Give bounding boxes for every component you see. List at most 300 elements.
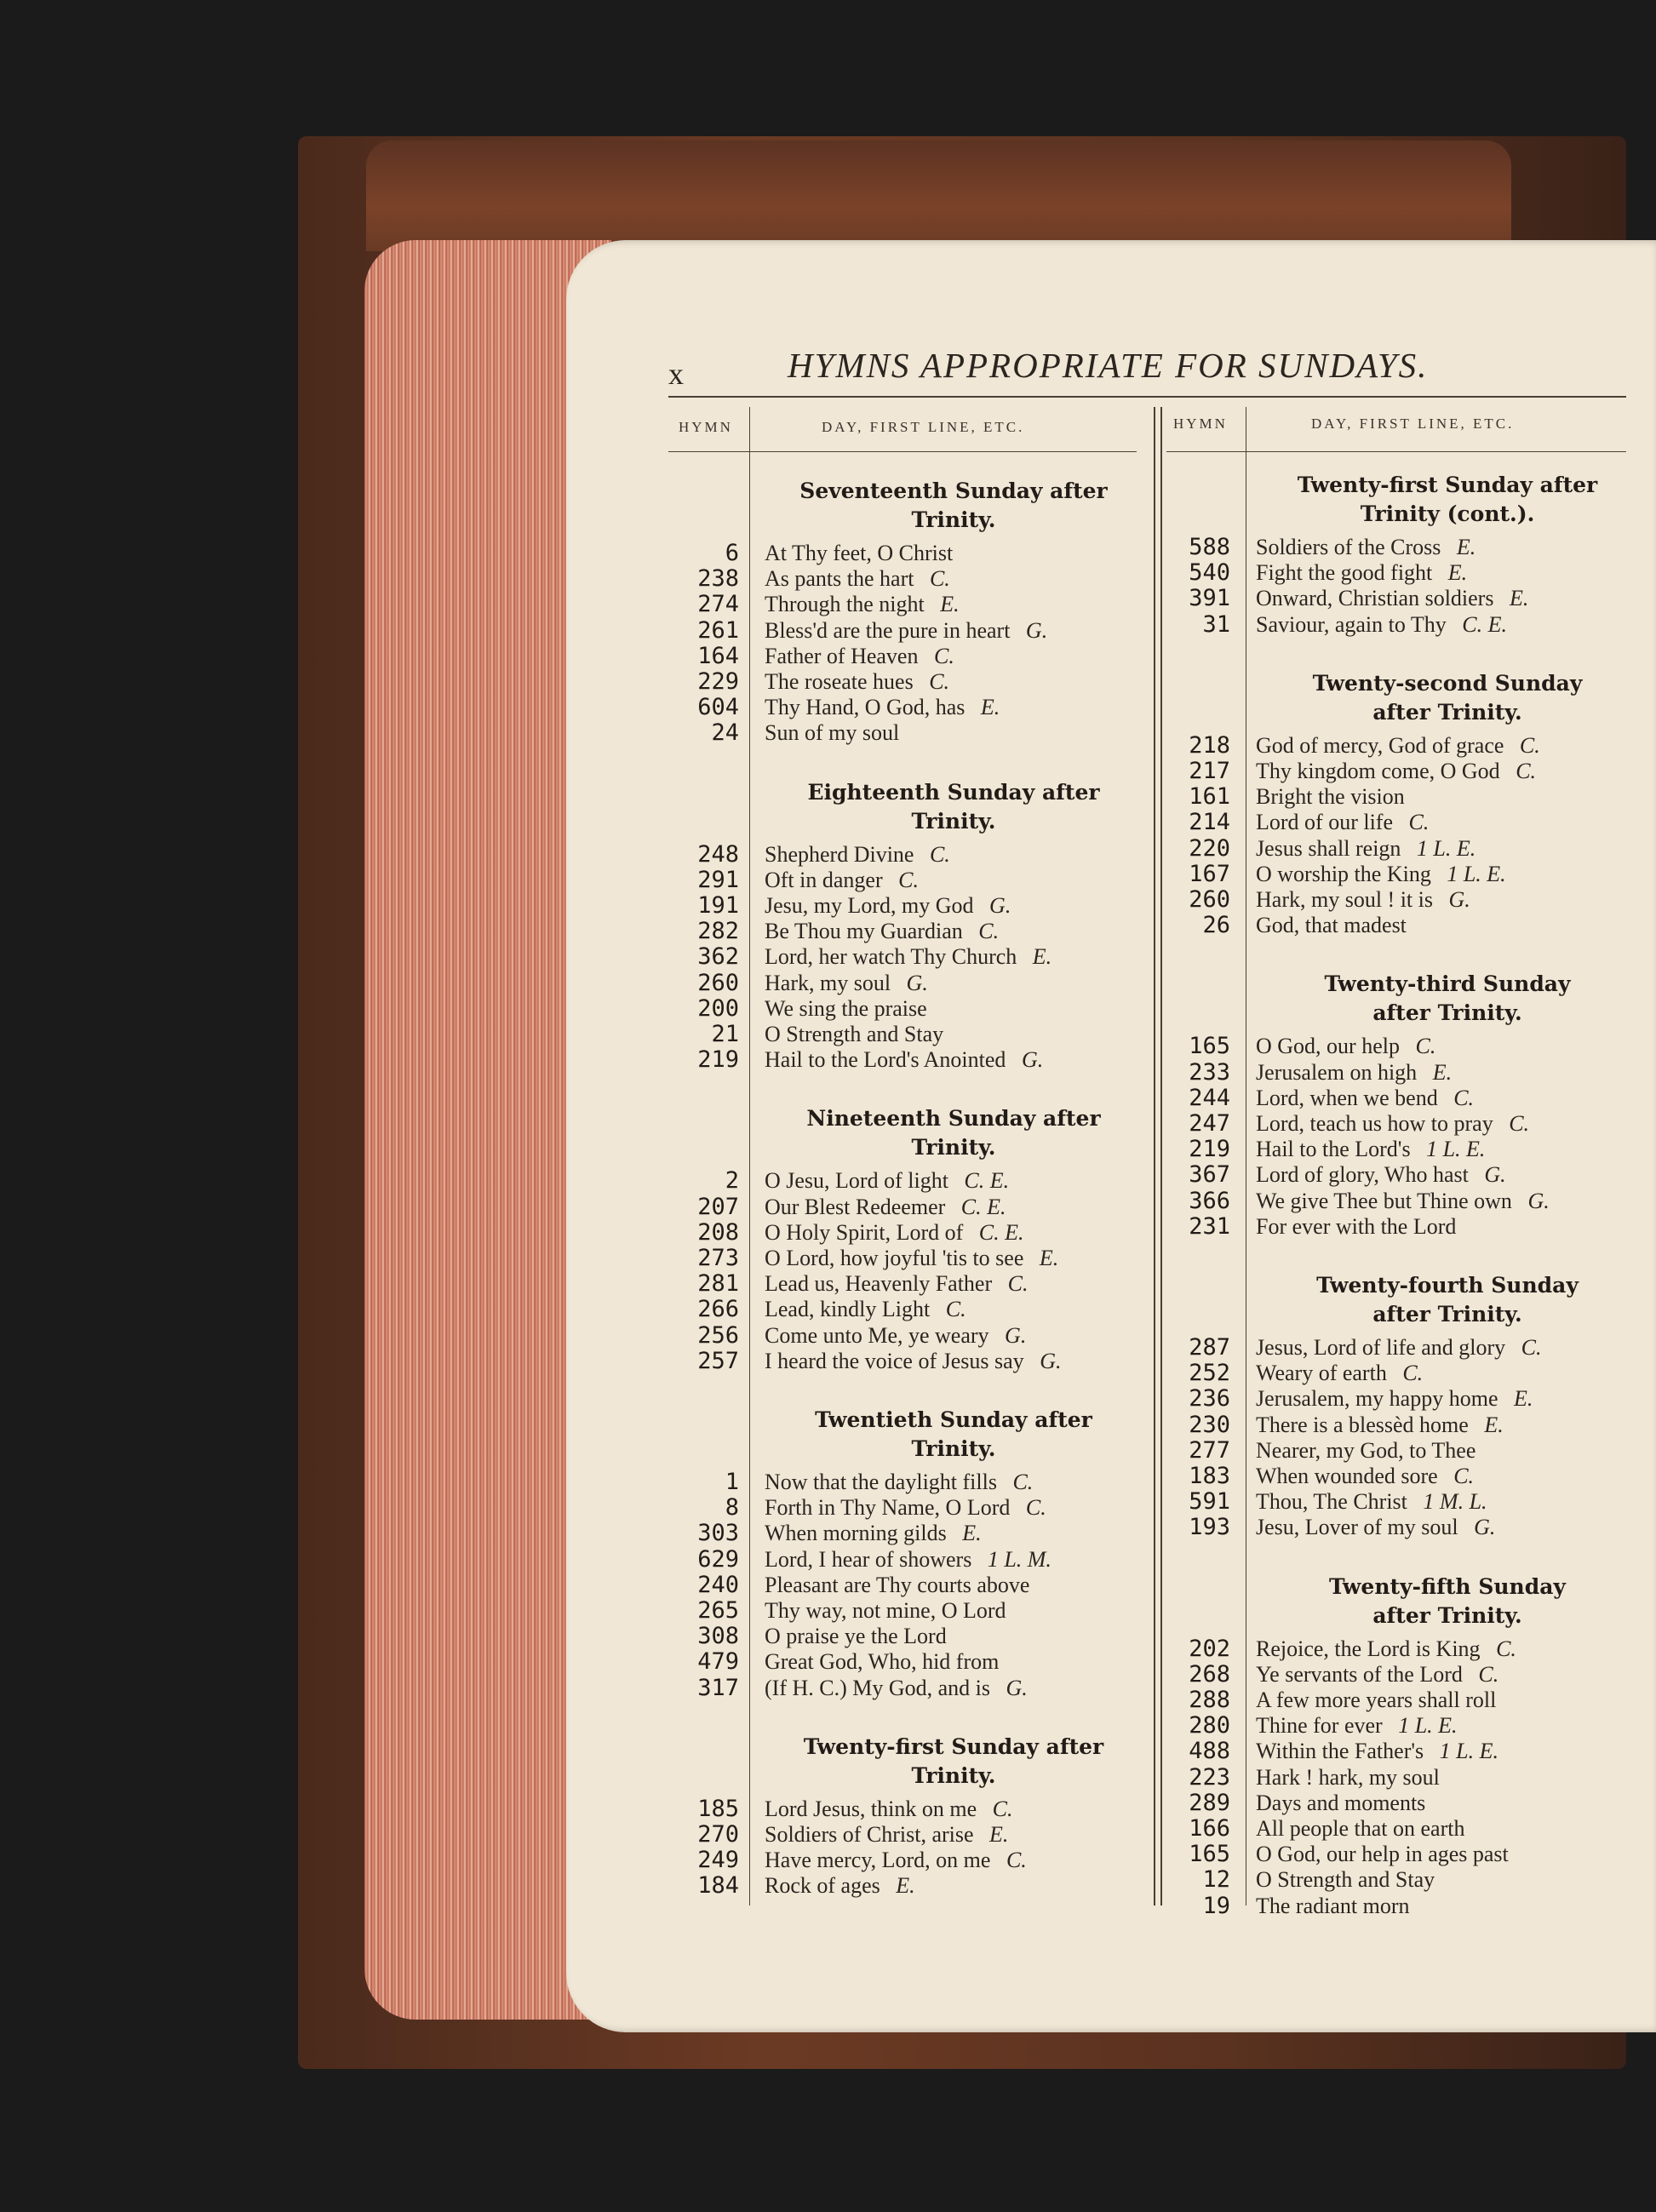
hymn-first-line — [765, 971, 928, 996]
hymn-number: 479 — [697, 1648, 739, 1676]
hymn-first-line-text: Fight the good fight — [1256, 560, 1433, 586]
hymn-number: 208 — [697, 1218, 739, 1246]
hymn-first-line — [1256, 1713, 1458, 1739]
hymn-first-line-text: (If H. C.) My God, and is — [765, 1675, 991, 1700]
hymn-first-line — [765, 1246, 1058, 1271]
season-tag: E. — [1027, 944, 1052, 970]
hymn-first-line-text: Hail to the Lord's — [1256, 1137, 1411, 1162]
hymn-first-line-text: When wounded sore — [1256, 1464, 1438, 1488]
hymn-number: 252 — [1189, 1360, 1230, 1387]
hymn-first-line-text: Through the night — [765, 592, 925, 617]
hymn-first-line-text: God, that madest — [1256, 913, 1407, 938]
hymn-first-line — [1256, 1413, 1504, 1438]
season-tag: G. — [1468, 1515, 1496, 1540]
hymn-number: 391 — [1189, 585, 1230, 612]
hymn-first-line-text: Nearer, my God, to Thee — [1256, 1437, 1476, 1463]
hymn-first-line-text: I heard the voice of Jesus say — [765, 1348, 1024, 1373]
hymn-first-line-text: Lord Jesus, think on me — [765, 1796, 977, 1821]
season-tag: C. — [928, 643, 954, 668]
hymn-first-line-text: We give Thee but Thine own — [1256, 1188, 1512, 1213]
hymn-first-line — [1256, 1214, 1456, 1240]
hymn-first-line — [765, 944, 1051, 970]
hymn-number: 219 — [1189, 1136, 1230, 1163]
hymn-first-line — [1256, 1189, 1550, 1214]
hymn-first-line-text: For ever with the Lord — [1256, 1213, 1457, 1239]
hymn-number: 233 — [1189, 1058, 1230, 1086]
hymn-first-line-text: The roseate hues — [765, 669, 914, 694]
hymn-first-line — [1256, 1086, 1474, 1111]
hymn-first-line-text: Hark, my soul — [765, 970, 891, 995]
hymn-number: 165 — [1189, 1033, 1230, 1060]
hymn-first-line — [765, 1220, 1024, 1246]
season-tag: G. — [983, 893, 1011, 918]
hymn-first-line — [765, 1598, 1006, 1624]
hymn-number: 261 — [697, 616, 739, 644]
hymn-first-line — [765, 1822, 1008, 1848]
hymn-first-line-text: Shepherd Divine — [765, 841, 914, 867]
hymn-first-line-text: Rejoice, the Lord is King — [1256, 1636, 1481, 1661]
section-heading: after Trinity. — [1372, 1602, 1522, 1628]
hymn-first-line-text: All people that on earth — [1256, 1816, 1465, 1841]
hymn-first-line-text: Onward, Christian soldiers — [1256, 586, 1494, 611]
hymn-first-line-text: Lord, teach us how to pray — [1256, 1111, 1493, 1136]
season-tag: 1 L. E. — [1392, 1713, 1458, 1739]
season-tag: E. — [975, 695, 1000, 720]
hymn-first-line — [765, 1848, 1027, 1873]
hymn-first-line — [1256, 1162, 1506, 1188]
hymn-first-line — [765, 1624, 947, 1649]
hymn-first-line — [1256, 913, 1407, 938]
header-rule — [668, 396, 1626, 398]
column-header-day-left: DAY, FIRST LINE, ETC. — [822, 419, 1025, 435]
hymn-first-line — [765, 1649, 999, 1675]
hymn-number: 289 — [1189, 1789, 1230, 1816]
season-tag: G. — [999, 1322, 1027, 1348]
season-tag: E. — [1451, 535, 1476, 559]
hymn-first-line-text: Jesus shall reign — [1256, 835, 1401, 861]
hymn-first-line — [765, 1676, 1028, 1701]
hymn-first-line — [765, 1495, 1046, 1521]
hymn-first-line-text: Lord, I hear of showers — [765, 1546, 972, 1572]
hymn-number: 266 — [697, 1296, 739, 1323]
hymn-first-line-text: Thy Hand, O God, has — [765, 695, 966, 720]
hymn-first-line — [1256, 1765, 1440, 1791]
section-heading: Twenty-fourth Sunday — [1316, 1273, 1579, 1298]
hymn-first-line — [765, 1547, 1051, 1573]
hymn-number: 21 — [711, 1021, 739, 1047]
hymn-first-line — [765, 592, 960, 617]
hymn-first-line — [1256, 535, 1476, 560]
hymn-number: 240 — [697, 1571, 739, 1598]
season-tag: 1 L. E. — [1411, 835, 1476, 861]
hymn-first-line-text: Days and moments — [1256, 1790, 1426, 1815]
hymn-first-line — [1256, 1464, 1474, 1489]
hymn-first-line-text: Forth in Thy Name, O Lord — [765, 1495, 1011, 1521]
column-header-hymn-right: HYMN — [1173, 415, 1228, 432]
hymn-first-line-text: Have mercy, Lord, on me — [765, 1848, 991, 1873]
hymn-number: 230 — [1189, 1411, 1230, 1438]
hymn-number: 193 — [1189, 1514, 1230, 1541]
season-tag: E. — [1427, 1059, 1453, 1085]
hymn-number: 268 — [1189, 1660, 1230, 1688]
column-header-hymn-left: HYMN — [679, 419, 733, 435]
season-tag: 1 L. E. — [1434, 1739, 1499, 1764]
hymn-first-line-text: Father of Heaven — [765, 643, 919, 668]
season-tag: C. — [924, 841, 950, 867]
hymn-number: 166 — [1189, 1815, 1230, 1842]
hymn-first-line-text: There is a blessèd home — [1256, 1412, 1469, 1437]
hymn-number: 291 — [697, 866, 739, 893]
hymn-number: 280 — [1189, 1712, 1230, 1739]
season-tag: C. E. — [973, 1219, 1024, 1245]
hymn-first-line-text: Ye servants of the Lord — [1256, 1661, 1463, 1687]
season-tag: 1 L. E. — [1441, 861, 1506, 886]
season-tag: C. — [1510, 759, 1537, 783]
hymn-first-line-text: Thy kingdom come, O God — [1256, 759, 1500, 783]
hymn-first-line-text: We sing the praise — [765, 995, 927, 1021]
hymn-first-line — [1256, 1662, 1498, 1688]
hymn-first-line — [765, 720, 899, 746]
hymn-number: 31 — [1202, 610, 1230, 638]
section-heading: Eighteenth Sunday after — [807, 779, 1100, 805]
hymn-first-line-text: Jesu, my Lord, my God — [765, 893, 974, 918]
season-tag: E. — [983, 1822, 1009, 1847]
hymn-number: 164 — [697, 642, 739, 669]
hymn-first-line — [765, 695, 1000, 720]
hymn-number: 247 — [1189, 1110, 1230, 1137]
hymn-number: 274 — [697, 591, 739, 618]
hymn-first-line — [1256, 1842, 1509, 1867]
hymn-number: 236 — [1189, 1385, 1230, 1413]
book-spine-top — [366, 140, 1511, 251]
section-heading: Nineteenth Sunday after — [806, 1106, 1101, 1132]
hymn-number: 256 — [697, 1321, 739, 1349]
hymn-first-line — [1256, 1791, 1425, 1816]
hymn-number: 604 — [697, 694, 739, 721]
hymn-number: 207 — [697, 1193, 739, 1220]
hymn-first-line — [1256, 1361, 1423, 1386]
section-heading: Trinity. — [911, 1135, 996, 1160]
season-tag: G. — [1000, 1675, 1028, 1700]
hymn-first-line-text: Soldiers of the Cross — [1256, 535, 1441, 559]
hymn-first-line — [1256, 1688, 1496, 1713]
season-tag: E. — [1478, 1412, 1504, 1437]
column-head-rule-left — [668, 451, 1137, 452]
hymn-number: 183 — [1189, 1463, 1230, 1489]
season-tag: E. — [956, 1521, 982, 1546]
hymn-number: 282 — [697, 918, 739, 945]
season-tag: C. — [1503, 1111, 1530, 1136]
hymn-first-line — [765, 1297, 966, 1322]
hymn-first-line — [765, 1022, 943, 1047]
season-tag: G. — [1020, 617, 1048, 643]
hymn-first-line — [1256, 1867, 1435, 1893]
hymn-number: 217 — [1189, 758, 1230, 784]
hymn-first-line — [1256, 1515, 1495, 1540]
hymn-number: 202 — [1189, 1635, 1230, 1662]
hymn-first-line — [765, 1797, 1013, 1822]
hymn-first-line-text: Our Blest Redeemer — [765, 1194, 946, 1219]
season-tag: C. E. — [1456, 611, 1508, 637]
hymn-number: 24 — [711, 719, 739, 747]
section-heading: Trinity (cont.). — [1360, 501, 1535, 526]
hymn-number: 214 — [1189, 809, 1230, 836]
hymn-first-line — [765, 541, 953, 566]
season-tag: C. — [1396, 1361, 1424, 1386]
hymn-first-line — [1256, 612, 1507, 638]
hymn-first-line-text: Lead, kindly Light — [765, 1297, 931, 1322]
hymn-number: 165 — [1189, 1841, 1230, 1868]
season-tag: C. — [1472, 1661, 1499, 1687]
hymn-first-line-text: O worship the King — [1256, 861, 1431, 886]
hymn-first-line-text: O Holy Spirit, Lord of — [765, 1219, 964, 1245]
hymn-number: 366 — [1189, 1187, 1230, 1214]
hymn-first-line — [765, 1349, 1061, 1374]
hymn-number: 219 — [697, 1046, 739, 1074]
hymn-first-line-text: O Strength and Stay — [1256, 1867, 1435, 1893]
hymn-number: 26 — [1202, 912, 1230, 939]
season-tag: C. — [1020, 1495, 1046, 1521]
season-tag: C. — [1516, 1335, 1542, 1360]
hymn-number: 281 — [697, 1270, 739, 1298]
season-tag: C. — [1447, 1085, 1475, 1110]
section-heading: Trinity. — [911, 1436, 996, 1461]
section-heading: Seventeenth Sunday after — [799, 479, 1108, 503]
season-tag: C. — [1514, 732, 1540, 758]
hymn-first-line — [1256, 586, 1528, 611]
hymn-number: 8 — [725, 1494, 739, 1521]
hymn-first-line — [1256, 560, 1467, 586]
hymn-first-line — [1256, 1335, 1542, 1361]
hymn-first-line-text: Hail to the Lord's Anointed — [765, 1047, 1006, 1073]
hymn-number: 231 — [1189, 1212, 1230, 1240]
hymn-first-line-text: The radiant morn — [1256, 1893, 1410, 1918]
hymn-first-line — [1256, 1111, 1529, 1137]
section-heading: after Trinity. — [1372, 699, 1522, 725]
hymn-number: 308 — [697, 1623, 739, 1650]
hymn-first-line — [1256, 1137, 1485, 1162]
hymn-number: 220 — [1189, 834, 1230, 862]
hymn-first-line-text: Bright the vision — [1256, 784, 1405, 810]
hymn-first-line-text: Jerusalem, my happy home — [1256, 1386, 1498, 1412]
hymn-first-line-text: Sun of my soul — [765, 720, 900, 746]
hymn-first-line — [765, 1168, 1009, 1194]
season-tag: 1 L. M. — [982, 1546, 1051, 1572]
hymn-first-line-text: A few more years shall roll — [1256, 1688, 1497, 1712]
hymn-first-line — [765, 842, 950, 868]
season-tag: G. — [1016, 1047, 1044, 1073]
hymn-first-line — [1256, 810, 1429, 835]
section-heading: Twenty-third Sunday — [1324, 971, 1571, 997]
hymn-first-line-text: Pleasant are Thy courts above — [765, 1572, 1030, 1597]
season-tag: C. — [1447, 1464, 1475, 1488]
hymn-number: 270 — [697, 1821, 739, 1848]
hymn-first-line-text: Thou, The Christ — [1256, 1489, 1407, 1515]
column-header-day-right: DAY, FIRST LINE, ETC. — [1311, 415, 1515, 432]
hymn-first-line — [765, 1873, 915, 1899]
hymn-first-line-text: Rock of ages — [765, 1873, 880, 1899]
season-tag: C. — [924, 566, 950, 592]
section-heading: Trinity. — [911, 1762, 996, 1788]
hymn-first-line — [1256, 1386, 1533, 1412]
hymn-first-line — [1256, 1060, 1452, 1086]
hymn-number: 223 — [1189, 1763, 1230, 1791]
hymn-first-line — [765, 919, 999, 944]
hymn-first-line — [1256, 862, 1506, 887]
season-tag: C. — [972, 919, 1000, 944]
hymn-number: 287 — [1189, 1334, 1230, 1361]
season-tag: C. — [1409, 1034, 1436, 1059]
hymn-number: 2 — [725, 1167, 739, 1195]
hymn-first-line-text: At Thy feet, O Christ — [765, 541, 954, 565]
hymn-number: 12 — [1202, 1866, 1230, 1894]
hymn-first-line-text: O praise ye the Lord — [765, 1624, 947, 1649]
hymn-first-line — [1256, 784, 1405, 810]
column-head-rule-right — [1166, 451, 1626, 452]
hymn-first-line — [1256, 759, 1536, 784]
hymn-first-line — [765, 618, 1047, 644]
hymn-first-line-text: Lord of our life — [1256, 810, 1394, 835]
section-heading: Trinity. — [911, 808, 996, 834]
hymn-number: 1 — [725, 1469, 739, 1495]
hymn-first-line — [1256, 733, 1540, 759]
hymn-first-line-text: Lord, her watch Thy Church — [765, 944, 1017, 970]
season-tag: C. — [923, 669, 950, 694]
hymn-number: 303 — [697, 1520, 739, 1547]
hymn-first-line-text: God of mercy, God of grace — [1256, 732, 1504, 758]
hymn-first-line-text: O God, our help — [1256, 1034, 1400, 1059]
hymn-first-line-text: As pants the hart — [765, 566, 914, 592]
hymn-first-line-text: Lord of glory, Who hast — [1256, 1162, 1469, 1188]
hymn-first-line-text: Weary of earth — [1256, 1361, 1387, 1386]
season-tag: E. — [1508, 1386, 1533, 1412]
hymn-number: 185 — [697, 1795, 739, 1822]
season-tag: E. — [890, 1873, 915, 1899]
page-title: HYMNS APPROPRIATE FOR SUNDAYS. — [788, 346, 1429, 385]
hymn-number: 184 — [697, 1872, 739, 1900]
hymn-first-line — [765, 1470, 1033, 1495]
hymn-first-line-text: O Lord, how joyful 'tis to see — [765, 1246, 1024, 1270]
season-tag: C. — [1490, 1636, 1516, 1661]
season-tag: C. E. — [958, 1168, 1010, 1194]
season-tag: 1 L. E. — [1420, 1137, 1486, 1162]
hymn-number: 265 — [697, 1597, 739, 1624]
season-tag: 1 M. L. — [1417, 1489, 1487, 1515]
hymn-first-line-text: Jesu, Lover of my soul — [1256, 1515, 1458, 1540]
hymn-number: 277 — [1189, 1436, 1230, 1464]
hymn-first-line — [1256, 1739, 1498, 1764]
season-tag: E. — [1034, 1246, 1059, 1270]
hymn-number: 367 — [1189, 1161, 1230, 1189]
hymn-first-line-text: Thy way, not mine, O Lord — [765, 1598, 1006, 1623]
hymn-number: 540 — [1189, 559, 1230, 587]
hymn-first-line — [1256, 1816, 1464, 1842]
hymn-first-line-text: Lord, when we bend — [1256, 1085, 1438, 1110]
hymn-number: 218 — [1189, 731, 1230, 759]
hymn-first-line-text: O God, our help in ages past — [1256, 1842, 1509, 1867]
season-tag: E. — [1504, 586, 1529, 611]
hymn-first-line-text: Soldiers of Christ, arise — [765, 1822, 974, 1847]
hymn-first-line-text: Thine for ever — [1256, 1713, 1383, 1739]
section-heading: Twenty-first Sunday after — [803, 1733, 1104, 1759]
hymn-first-line-text: Hark, my soul ! it is — [1256, 887, 1433, 912]
hymn-number: 591 — [1189, 1488, 1230, 1516]
hymn-number: 260 — [1189, 886, 1230, 913]
hymn-first-line — [765, 996, 927, 1022]
season-tag: C. — [1002, 1271, 1029, 1297]
hymn-number: 288 — [1189, 1687, 1230, 1713]
hymn-first-line — [1256, 1438, 1476, 1464]
hymn-first-line-text: Lead us, Heavenly Father — [765, 1271, 993, 1297]
hymn-first-line — [765, 669, 949, 695]
hymn-first-line-text: Jerusalem on high — [1256, 1059, 1418, 1085]
season-tag: C. — [892, 867, 919, 892]
hymn-number: 19 — [1202, 1892, 1230, 1919]
hymn-first-line-text: Bless'd are the pure in heart — [765, 617, 1011, 643]
hymn-first-line — [765, 566, 950, 592]
section-heading: Twenty-fifth Sunday — [1329, 1573, 1566, 1599]
hymn-number: 248 — [697, 840, 739, 868]
section-heading: Twenty-first Sunday after — [1297, 473, 1598, 497]
season-tag: G. — [901, 970, 928, 995]
hymn-first-line — [765, 1271, 1028, 1297]
hymn-first-line-text: Come unto Me, ye weary — [765, 1322, 989, 1348]
hymn-first-line — [1256, 1636, 1516, 1662]
hymn-number: 161 — [1189, 783, 1230, 811]
hymn-first-line-text: Oft in danger — [765, 867, 883, 892]
hymn-first-line — [765, 1323, 1026, 1349]
season-tag: C. — [987, 1796, 1013, 1821]
hymn-number: 273 — [697, 1245, 739, 1271]
hymn-first-line — [1256, 887, 1470, 913]
season-tag: E. — [1442, 560, 1468, 586]
hymn-number: 6 — [725, 540, 739, 566]
season-tag: G. — [1443, 887, 1470, 912]
hymn-number: 362 — [697, 943, 739, 971]
hymn-first-line — [765, 1573, 1029, 1598]
hymn-number: 588 — [1189, 534, 1230, 560]
page-numeral: x — [668, 357, 684, 391]
season-tag: G. — [1521, 1188, 1550, 1213]
hymn-first-line — [765, 1047, 1043, 1073]
hymn-number: 167 — [1189, 860, 1230, 887]
hymn-first-line-text: Now that the daylight fills — [765, 1470, 997, 1494]
season-tag: C. — [1403, 810, 1430, 835]
season-tag: E. — [934, 592, 960, 617]
hymn-number: 238 — [697, 565, 739, 593]
hymn-first-line-text: Be Thou my Guardian — [765, 919, 963, 944]
section-heading: after Trinity. — [1372, 1302, 1522, 1327]
hymn-first-line-text: O Strength and Stay — [765, 1022, 944, 1046]
hymn-number: 249 — [697, 1847, 739, 1874]
hymn-number: 629 — [697, 1545, 739, 1573]
season-tag: C. — [1006, 1470, 1034, 1494]
hymn-first-line — [1256, 836, 1476, 862]
hymn-first-line — [765, 868, 919, 893]
hymn-first-line — [765, 644, 954, 669]
hymn-first-line-text: Jesus, Lord of life and glory — [1256, 1335, 1506, 1360]
hymn-first-line — [1256, 1489, 1487, 1515]
section-heading: after Trinity. — [1372, 1000, 1522, 1026]
season-tag: C. — [940, 1297, 966, 1322]
hymn-number: 244 — [1189, 1084, 1230, 1111]
hymn-first-line — [1256, 1034, 1435, 1059]
season-tag: C. E. — [955, 1194, 1006, 1219]
hymn-number: 317 — [697, 1674, 739, 1701]
hymn-first-line-text: Great God, Who, hid from — [765, 1649, 1000, 1675]
hymn-first-line-text: Saviour, again to Thy — [1256, 611, 1447, 637]
hymn-first-line-text: Hark ! hark, my soul — [1256, 1764, 1440, 1790]
